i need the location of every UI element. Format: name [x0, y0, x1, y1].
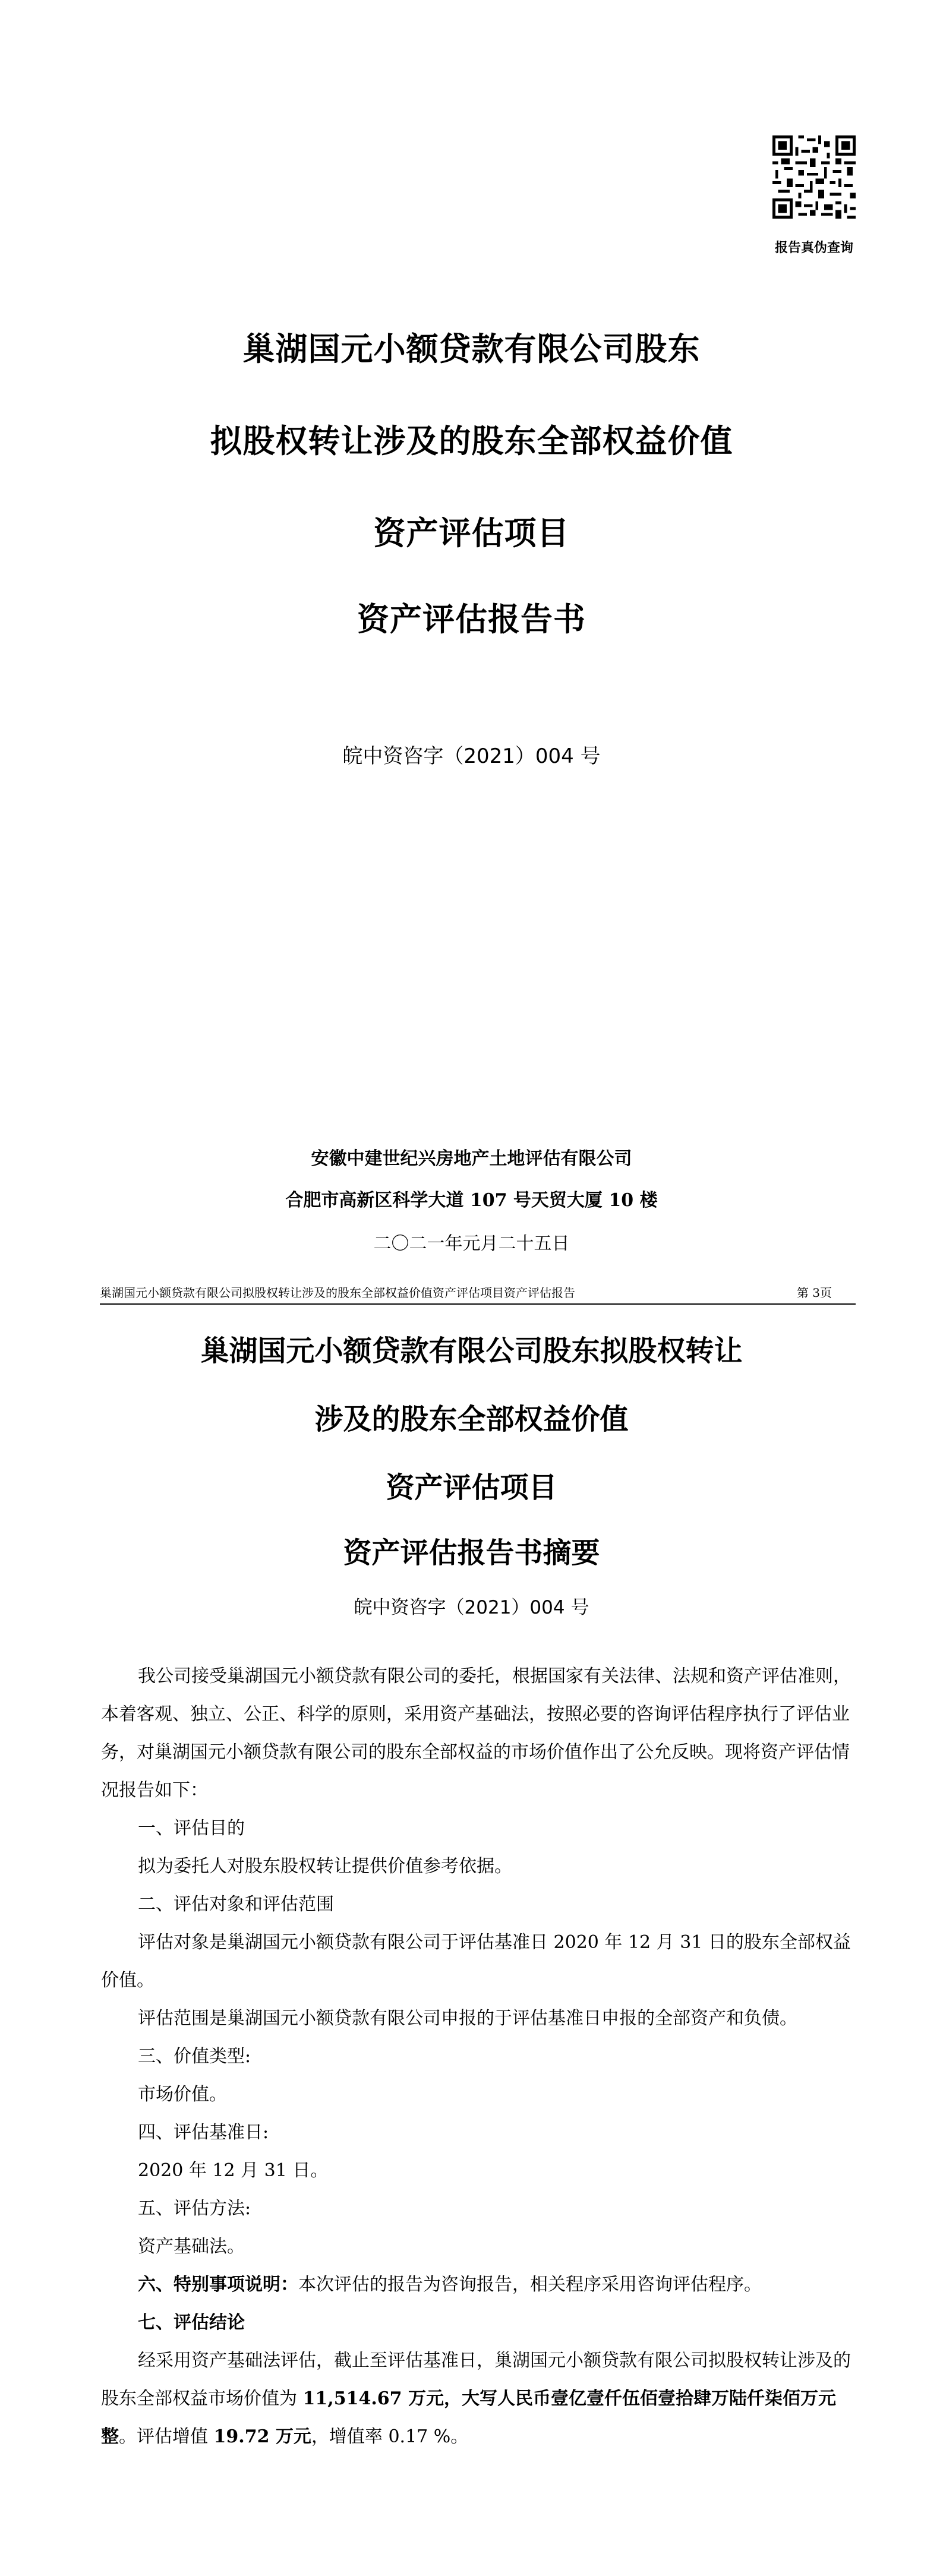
cover-title-line-4: 资产评估报告书 — [357, 601, 586, 638]
intro-paragraph: 我公司接受巢湖国元小额贷款有限公司的委托，根据国家有关法律、法规和资产评估准则，本着客观、独立、公正、科学的原则，采用资产基础法，按照必要的咨询评估程序执行了评估业务，对巢湖国元小额贷款有限公司的股东全部权益的市场价值作出了公允反映。现将资产评估情况报告如下： — [101, 1666, 851, 1801]
section-3-heading: 三、价值类型: — [138, 2046, 251, 2067]
org-address: 合肥市高新区科学大道 107 号天贸大厦 10 楼 — [285, 1190, 658, 1211]
section-2-text-1: 评估对象是巢湖国元小额贷款有限公司于评估基准日 2020 年 12 月 31 日的股东全部权益价值。 — [101, 1932, 851, 1991]
section-7-heading: 七、评估结论 — [138, 2312, 245, 2333]
section-6-heading: 六、特别事项说明： — [138, 2274, 298, 2295]
qr-caption: 报告真伪查询 — [774, 240, 853, 255]
summary-report-number: 皖中资咨字（2021）004 号 — [354, 1597, 589, 1618]
section-2-heading: 二、评估对象和评估范围 — [138, 1894, 334, 1915]
section-6-text: 本次评估的报告为咨询报告，相关程序采用咨询评估程序。 — [298, 2274, 762, 2295]
header-report-title: 巢湖国元小额贷款有限公司拟股权转让涉及的股东全部权益价值资产评估项目资产评估报告 — [100, 1286, 575, 1300]
section-5-heading: 五、评估方法: — [138, 2198, 251, 2219]
cover-title-line-1: 巢湖国元小额贷款有限公司股东 — [242, 330, 701, 368]
conclusion-increase: 19.72 万元 — [213, 2426, 311, 2447]
conclusion-value: 11,514.67 万元，大写人民币壹亿壹仟伍佰壹拾肆万陆仟柒佰万元整 — [101, 2388, 836, 2447]
section-7-conclusion — [101, 2342, 856, 2456]
section-5-text: 资产基础法。 — [138, 2236, 245, 2257]
summary-body — [101, 1658, 856, 2456]
section-2-text-2: 评估范围是巢湖国元小额贷款有限公司申报的于评估基准日申报的全部资产和负债。 — [138, 2008, 797, 2029]
summary-title-line-1: 巢湖国元小额贷款有限公司股东拟股权转让 — [200, 1334, 743, 1368]
cover-title-line-3: 资产评估项目 — [373, 514, 570, 552]
summary-title-line-2: 涉及的股东全部权益价值 — [314, 1403, 629, 1436]
section-4-heading: 四、评估基准日: — [138, 2122, 269, 2143]
section-6 — [101, 2266, 856, 2304]
conclusion-rate: ，增值率 0.17 %。 — [311, 2426, 469, 2447]
summary-title-line-4: 资产评估报告书摘要 — [343, 1536, 600, 1570]
section-1-text: 拟为委托人对股东股权转让提供价值参考依据。 — [138, 1856, 512, 1877]
page-header — [100, 1283, 856, 1302]
section-3-text: 市场价值。 — [138, 2084, 227, 2105]
org-name: 安徽中建世纪兴房地产土地评估有限公司 — [311, 1148, 632, 1169]
header-page-number: 第 3页 — [796, 1286, 832, 1300]
conclusion-mid: 。评估增值 — [119, 2426, 214, 2447]
qr-code-icon[interactable] — [772, 135, 856, 219]
summary-title-line-3: 资产评估项目 — [386, 1471, 557, 1504]
cover-report-number: 皖中资咨字（2021）004 号 — [342, 744, 601, 768]
section-4-text: 2020 年 12 月 31 日。 — [138, 2160, 329, 2181]
conclusion-lead: 经采用资产基础法评估，截止至评估基准日，巢湖国元小额贷款有限公司拟股权转让涉及的股东全部权益市场价值为 — [101, 2350, 851, 2409]
section-1-heading: 一、评估目的 — [138, 1818, 245, 1839]
report-date: 二〇二一年元月二十五日 — [373, 1233, 570, 1254]
cover-title-line-2: 拟股权转让涉及的股东全部权益价值 — [210, 422, 733, 460]
